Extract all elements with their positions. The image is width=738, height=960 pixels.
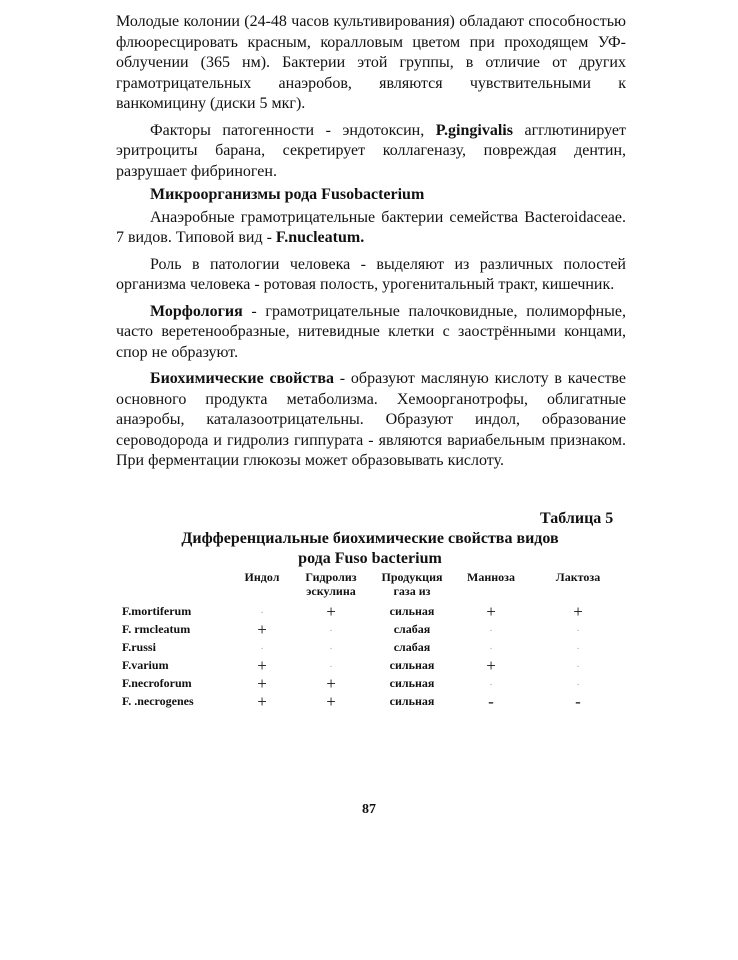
value-cell: сильная [389, 658, 435, 672]
text: - грамотрицательные палочковидные, полиморфные, часто веретенообразные, нитевидные клетки с заострёнными концами, спор не образуют. [116, 302, 626, 361]
paragraph-pathology: Роль в патологии человека - выделяют из различных полостей организма человека - ротовая полость, урогенитальный тракт, кишечник. [116, 255, 626, 293]
species-name: P.gingivalis [435, 121, 513, 139]
value-cell: · [329, 627, 333, 635]
value-cell: · [260, 645, 264, 653]
value-cell: · [329, 663, 333, 671]
value-cell: + [326, 674, 336, 693]
value-cell: · [576, 627, 580, 635]
header-mannose: Манноза [467, 570, 515, 584]
value-cell: · [489, 645, 493, 653]
value-cell: + [257, 656, 267, 675]
table-row [118, 622, 628, 640]
term: Биохимические свойства [150, 370, 334, 387]
species-cell: F.varium [122, 658, 169, 672]
value-cell: сильная [389, 694, 435, 708]
section-heading: Микроорганизмы рода Fusobacterium [150, 186, 425, 203]
value-cell: + [257, 692, 267, 711]
value-cell: + [326, 692, 336, 711]
value-cell: · [576, 663, 580, 671]
value-cell: + [257, 674, 267, 693]
page-body [116, 12, 626, 472]
value-cell: слабая [393, 640, 431, 654]
value-cell: слабая [393, 622, 431, 636]
table-row [118, 694, 628, 712]
value-cell: + [486, 656, 496, 675]
header-lactose: Лактоза [555, 570, 601, 584]
header-indole: Индол [244, 570, 280, 584]
header-empty [118, 570, 232, 598]
species-cell: F.necroforum [122, 676, 192, 690]
text: Факторы патогенности - эндотоксин, [150, 121, 436, 139]
value-cell: · [329, 645, 333, 653]
value-cell: сильная [389, 676, 435, 690]
value-cell: + [486, 602, 496, 621]
value-cell: · [489, 681, 493, 689]
header-gas: Продукция газа из [381, 570, 443, 598]
header-esculin: Гидролиз эскулина [305, 570, 357, 598]
differential-table [118, 570, 628, 712]
table-body [118, 604, 628, 712]
paragraph-anaerobic [116, 208, 626, 249]
text: Анаэробные грамотрицательные бактерии семейства Bacteroidaceae. 7 видов. Типовой вид - [116, 208, 626, 246]
paragraph-biochemistry [116, 369, 626, 472]
table-row [118, 604, 628, 622]
value-cell: · [489, 627, 493, 635]
table-title-line: Дифференциальные биохимические свойства видов [181, 530, 559, 547]
species-cell: F.russi [122, 640, 156, 654]
table-label: Таблица 5 [540, 510, 614, 527]
table-row [118, 640, 628, 658]
page-number: 87 [362, 802, 376, 817]
species-cell: F. .necrogenes [122, 694, 194, 708]
species-cell: F. rmcleatum [122, 622, 191, 636]
type-species: F.nucleatum. [275, 229, 365, 246]
value-cell: · [576, 681, 580, 689]
value-cell: - [488, 692, 494, 711]
value-cell: сильная [389, 604, 435, 618]
paragraph-pathogenicity [116, 121, 626, 183]
species-cell: F.mortiferum [122, 604, 192, 618]
table-title [130, 529, 610, 569]
table-row [118, 658, 628, 676]
value-cell: + [326, 602, 336, 621]
value-cell: - [575, 692, 581, 711]
table-title-line: рода Fuso bacterium [298, 550, 442, 567]
paragraph-colonies: Молодые колонии (24-48 часов культивирования) обладают способностью флюоресцировать красным, коралловым цветом при проходящем УФ-облучении (365 нм). Бактерии этой группы, в отличие от других грамотрицательных анаэробов, являются чувствительными к ванкомицину (диски 5 мкг). [116, 13, 626, 112]
table-header-row [118, 570, 628, 598]
table-row [118, 676, 628, 694]
value-cell: · [576, 645, 580, 653]
value-cell: · [260, 609, 264, 617]
value-cell: + [257, 620, 267, 639]
term: Морфология [150, 302, 243, 320]
text: - образуют масляную кислоту в качестве основного продукта метаболизма. Хемоорганотрофы, облигатные анаэробы, каталазоотрицательны. Образуют индол, образование сероводорода и гидролиз гиппурата - являются вариабельным признаком. При ферментации глюкозы может образовывать кислоту. [116, 370, 626, 469]
paragraph-morphology [116, 302, 626, 364]
text: агглютинирует эритроциты барана, секретирует коллагеназу, повреждая дентин, разрушает фибриноген. [116, 121, 626, 180]
value-cell: + [573, 602, 583, 621]
